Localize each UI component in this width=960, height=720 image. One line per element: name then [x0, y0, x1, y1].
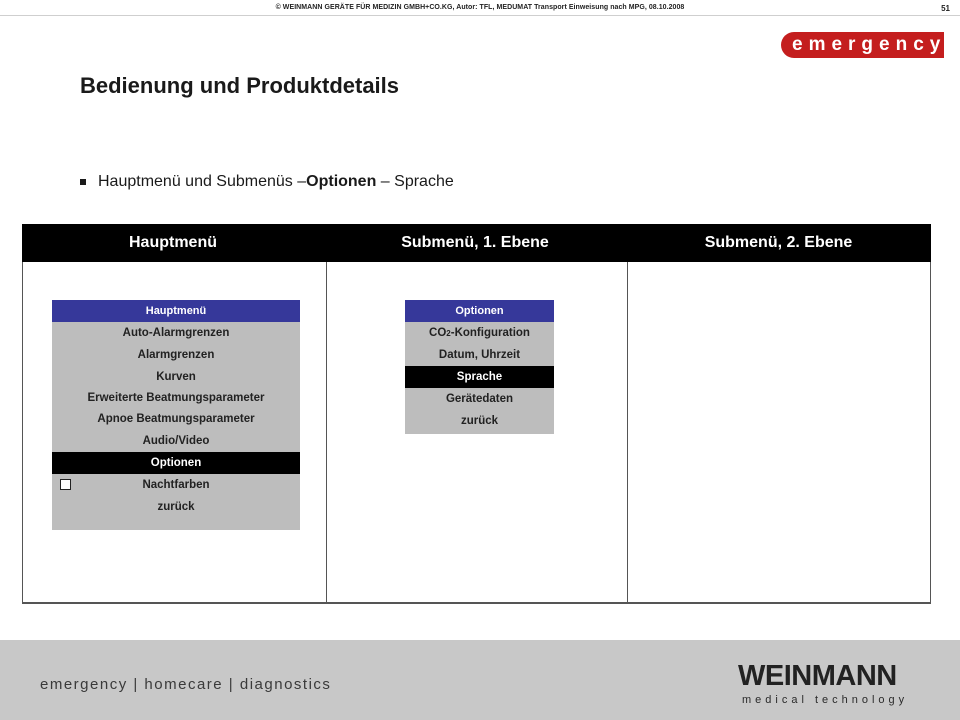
menu-item-co2-konfiguration[interactable] [405, 322, 554, 344]
menu-item-datum-uhrzeit[interactable]: Datum, Uhrzeit [438, 349, 521, 361]
column-header-main: Hauptmenü [22, 224, 324, 262]
weinmann-logo-subtitle: medical technology [742, 694, 909, 706]
bullet-square-icon [80, 179, 86, 185]
main-menu-list [52, 322, 300, 530]
emergency-brand-badge: emergency [781, 32, 944, 58]
menu-item-auto-alarmgrenzen[interactable]: Auto-Alarmgrenzen [122, 327, 230, 339]
menu-item-zurueck[interactable]: zurück [460, 415, 499, 427]
weinmann-logo: WEINMANN [738, 660, 897, 692]
bullet-text [98, 173, 454, 191]
co2-prefix: CO [429, 327, 447, 339]
menu-item-erweiterte-beatmungsparameter[interactable]: Erweiterte Beatmungsparameter [87, 391, 265, 404]
menu-item-geraetedaten[interactable]: Gerätedaten [445, 393, 514, 405]
co2-subscript: 2 [446, 328, 451, 338]
column-divider [22, 262, 23, 602]
main-menu-screen [52, 300, 300, 530]
copyright-notice: © WEINMANN GERÄTE FÜR MEDIZIN GMBH+CO.KG, Autor: TFL, MEDUMAT Transport Einweisung nach MPG, 08.10.2008 [275, 4, 685, 11]
bullet-point [80, 173, 454, 191]
menu-item-apnoe-beatmungsparameter[interactable]: Apnoe Beatmungsparameter [97, 413, 255, 425]
menu-item-audio-video[interactable]: Audio/Video [142, 435, 210, 447]
nachtfarben-label: Nachtfarben [142, 479, 210, 491]
bullet-prefix: Hauptmenü und Submenüs – [98, 173, 307, 190]
page-number: 51 [941, 4, 950, 13]
main-menu-title: Hauptmenü [52, 300, 300, 322]
menu-item-zurueck[interactable]: zurück [157, 501, 195, 513]
footer-tagline: emergency | homecare | diagnostics [40, 676, 332, 693]
menu-item-optionen-selected[interactable]: Optionen [52, 452, 300, 474]
footer-bar [0, 640, 960, 720]
column-header-sub2: Submenü, 2. Ebene [626, 224, 931, 262]
column-header-sub1: Submenü, 1. Ebene [324, 224, 626, 262]
menu-item-kurven[interactable]: Kurven [156, 370, 196, 383]
options-menu-list [405, 322, 554, 434]
options-menu-title: Optionen [405, 300, 554, 322]
menu-item-nachtfarben[interactable] [52, 474, 300, 496]
menu-item-sprache-selected[interactable]: Sprache [405, 366, 554, 388]
nachtfarben-checkbox[interactable] [60, 479, 71, 490]
column-divider [326, 262, 327, 602]
column-divider [930, 262, 931, 602]
co2-suffix: -Konfiguration [450, 327, 530, 339]
menu-item-alarmgrenzen[interactable]: Alarmgrenzen [137, 349, 215, 361]
bullet-emphasis: Optionen [306, 173, 377, 190]
bullet-suffix: – Sprache [376, 173, 454, 190]
header-divider [0, 15, 960, 16]
menu-footer-space [52, 518, 300, 530]
page-title: Bedienung und Produktdetails [80, 73, 400, 98]
options-menu-screen [405, 300, 554, 434]
column-divider [627, 262, 628, 602]
menu-footer-space [405, 432, 554, 434]
